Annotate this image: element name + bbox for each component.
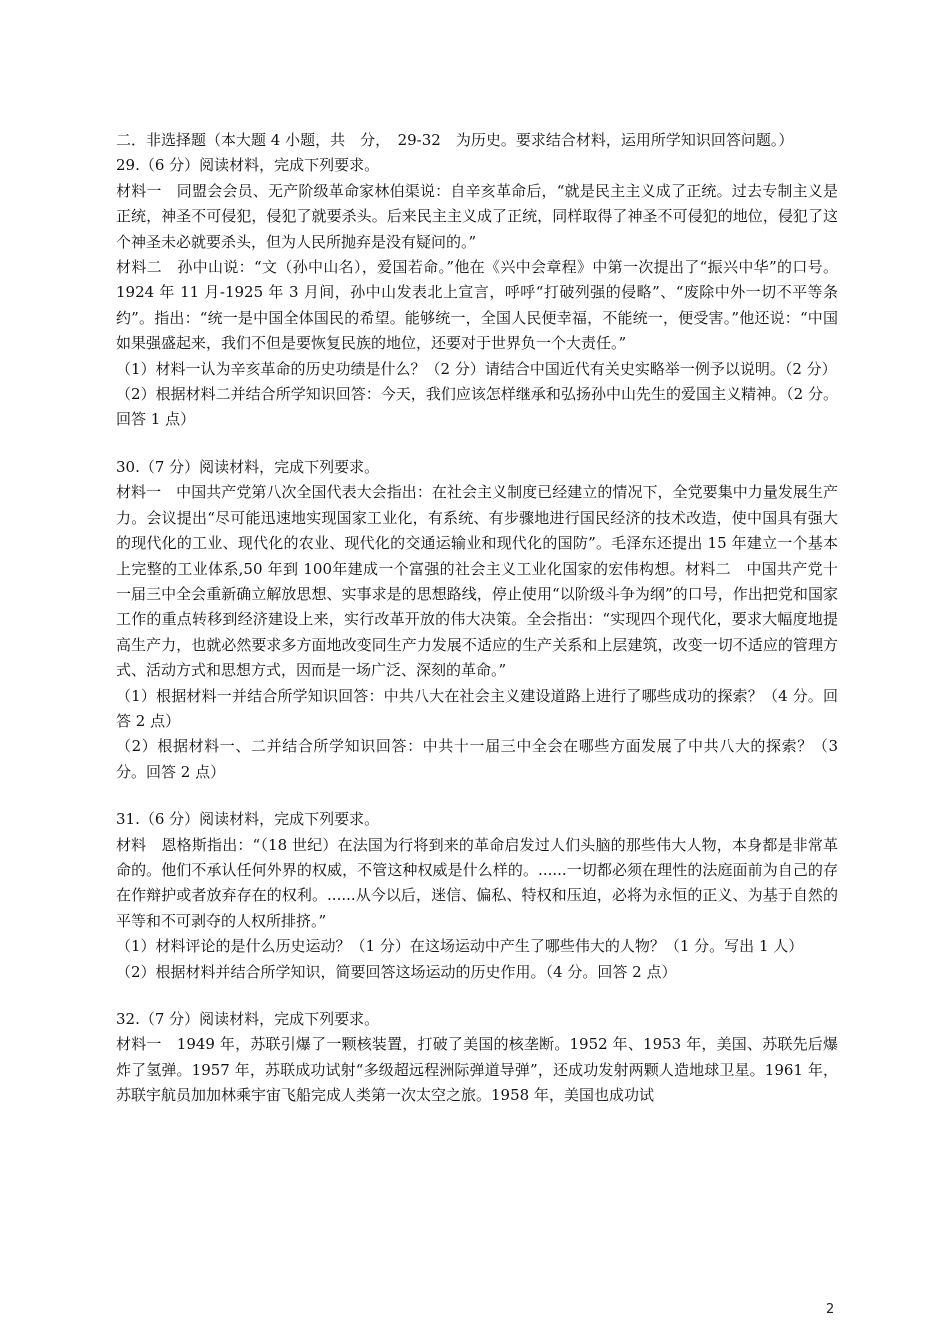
q31-question-2: （2）根据材料并结合所学知识，简要回答这场运动的历史作用。（4 分。回答 2 点） (116, 962, 677, 981)
q32-title: 32.（7 分）阅读材料，完成下列要求。 (116, 1010, 380, 1028)
exam-page (116, 128, 838, 1109)
page-number: 2 (826, 1302, 835, 1317)
q32-material: 材料一 1949 年，苏联引爆了一颗核装置，打破了美国的核垄断。1952 年、1953 年，美国、苏联先后爆炸了氢弹。1957 年，苏联成功试射“多级超远程洲际弹道导弹”，还成功发射两颗人造地球卫星。1961 年，苏联宇航员加加林乘宇宙飞船完成人类第一次太空之旅。1958 年，美国也成功试 (116, 1035, 838, 1105)
q29-title: 29.（6 分）阅读材料，完成下列要求。 (116, 156, 380, 175)
q29-material-1: 材料一 同盟会会员、无产阶级革命家林伯渠说：自辛亥革命后，“就是民主主义成了正统。过去专制主义是正统，神圣不可侵犯，侵犯了就要杀头。后来民主主义成了正统，同样取得了神圣不可侵犯的地位，侵犯了这个神圣未必就要杀头，但为人民所抛弃是没有疑问的。” (116, 181, 838, 251)
q29-question-2: （2）根据材料二并结合所学知识回答：今天，我们应该怎样继承和弘扬孙中山先生的爱国主义精神。（2 分。回答 1 点） (116, 385, 838, 429)
spacer (116, 785, 838, 807)
q30-title: 30.（7 分）阅读材料，完成下列要求。 (116, 457, 380, 476)
q29-material-2: 材料二 孙中山说：“文（孙中山名），爱国若命。”他在《兴中会章程》中第一次提出了“振兴中华”的口号。1924 年 11 月-1925 年 3 月间，孙中山发表北上宣言，呼呼“打破列强的侵略”、“废除中外一切不平等条约”。指出：“统一是中国全体国民的希望。能够统一，全国人民便幸福，不能统一，便受害。”他还说：“中国如果强盛起来，我们不但是要恢复民族的地位，还要对于世界负一个大责任。” (116, 258, 838, 353)
q30-question-1: （1）根据材料一并结合所学知识回答：中共八大在社会主义建设道路上进行了哪些成功的探索？（4 分。回答 2 点） (116, 686, 838, 730)
q31-material: 材料 恩格斯指出：“（18 世纪）在法国为行将到来的革命启发过人们头脑的那些伟大人物，本身都是非常革命的。他们不承认任何外界的权威，不管这种权威是什么样的。......一切都必须在理性的法庭面前为自己的存在作辩护或者放弃存在的权利。......从今以后，迷信、偏私、特权和压迫，必将为永恒的正义、为基于自然的平等和不可剥夺的人权所排挤。” (116, 835, 838, 930)
section-header: 二．非选择题（本大题 4 小题，共 分， 29-32 为历史。要求结合材料，运用所学知识回答问题。） (116, 131, 794, 149)
spacer (116, 985, 838, 1007)
q29-question-1: （1）材料一认为辛亥革命的历史功绩是什么？（2 分）请结合中国近代有关史实略举一例予以说明。（2 分） (116, 359, 837, 378)
q31-title: 31.（6 分）阅读材料，完成下列要求。 (116, 810, 380, 829)
q30-material: 材料一 中国共产党第八次全国代表大会指出：在社会主义制度已经建立的情况下，全党要集中力量发展生产力。会议提出“尽可能迅速地实现国家工业化，有系统、有步骤地进行国民经济的技术改造，使中国具有强大的现代化的工业、现代化的农业、现代化的交通运输业和现代化的国防”。毛泽东还提出 15 年建立一个基本上完整的工业体系,50 年到 100年建成一个富强的社会主义工业化国家的宏伟构想。材料二 中国共产党十一届三中全会重新确立解放思想、实事求是的思想路线，停止使用“以阶级斗争为纲”的口号，作出把党和国家工作的重点转移到经济建设上来，实行改革开放的伟大决策。全会指出：“实现四个现代化，要求大幅度地提高生产力，也就必然要求多方面地改变同生产力发展不适应的生产关系和上层建筑，改变一切不适应的管理方式、活动方式和思想方式，因而是一场广泛、深刻的革命。” (116, 483, 838, 680)
q30-question-2: （2）根据材料一、二并结合所学知识回答：中共十一届三中全会在哪些方面发展了中共八大的探索？（3 分。回答 2 点） (116, 737, 838, 781)
spacer (116, 433, 838, 455)
q31-question-1: （1）材料评论的是什么历史运动？（1 分）在这场运动中产生了哪些伟大的人物？（1 分。写出 1 人） (116, 937, 804, 956)
